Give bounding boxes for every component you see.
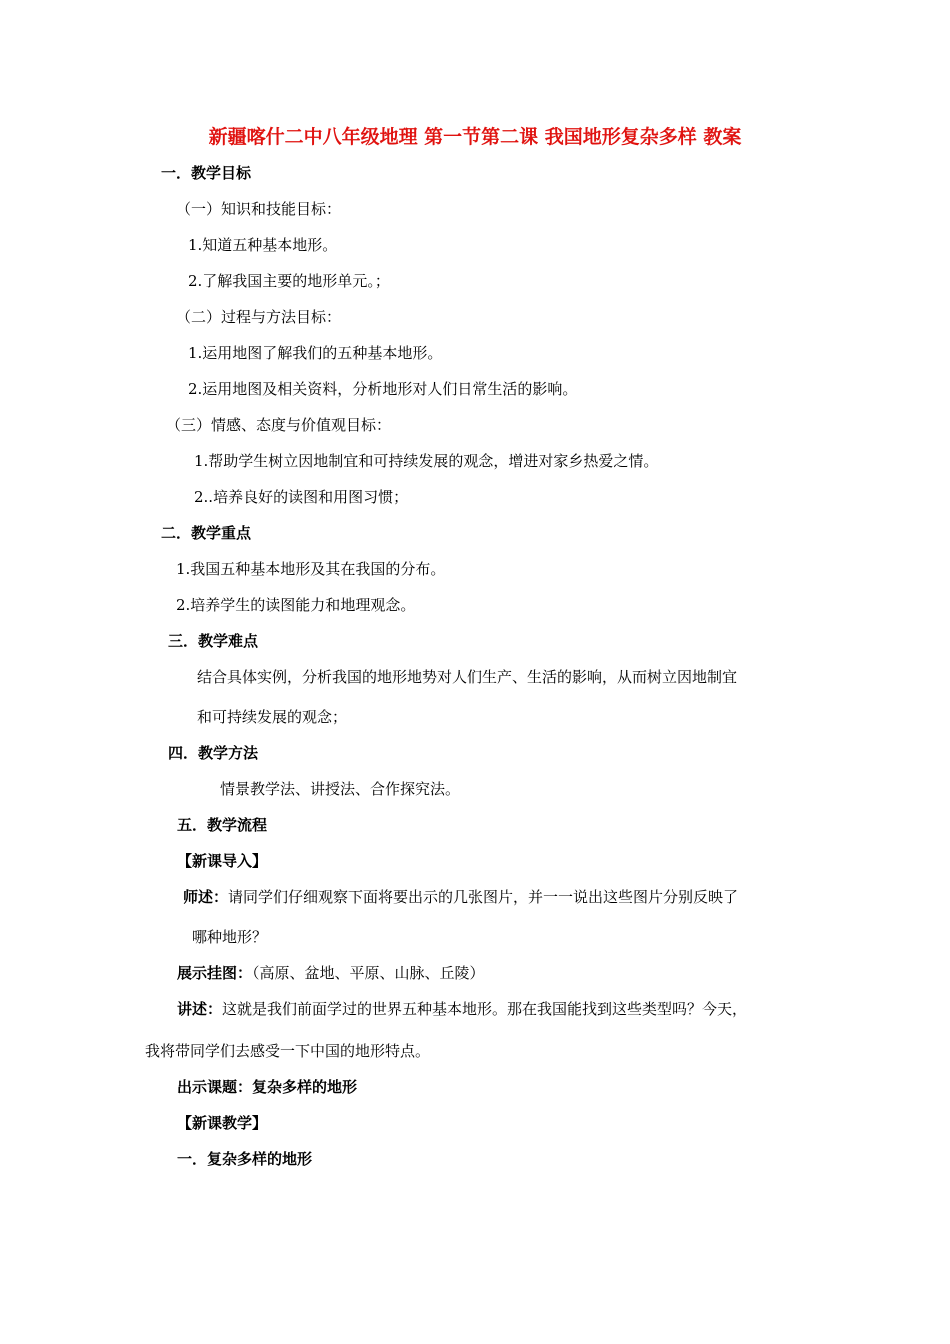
topic-statement — [177, 1077, 357, 1097]
subheading-process: （二）过程与方法目标： — [176, 308, 342, 326]
list-item: 1.帮助学生树立因地制宜和可持续发展的观念，增进对家乡热爱之情。 — [194, 452, 659, 470]
section-heading-difficulties: 三．教学难点 — [168, 632, 259, 650]
paragraph-line: 我将带同学们去感受一下中国的地形特点。 — [145, 1042, 431, 1060]
list-item: 2.运用地图及相关资料，分析地形对人们日常生活的影响。 — [188, 380, 578, 398]
list-item: 2..培养良好的读图和用图习惯； — [194, 488, 409, 506]
paragraph-line: 和可持续发展的观念； — [197, 708, 348, 726]
paragraph-line: 哪种地形？ — [192, 928, 268, 946]
subheading-teaching: 【新课教学】 — [177, 1114, 268, 1132]
show-label: 展示挂图： — [177, 964, 253, 982]
list-item: 2.了解我国主要的地形单元。； — [188, 272, 390, 290]
teacher-text: 请同学们仔细观察下面将要出示的几张图片，并一一说出这些图片分别反映了 — [228, 888, 739, 906]
list-item: 1.运用地图了解我们的五种基本地形。 — [188, 344, 443, 362]
section-heading-methods: 四．教学方法 — [168, 744, 259, 762]
topic-text: 复杂多样的地形 — [252, 1078, 358, 1096]
lecture-text: 这就是我们前面学过的世界五种基本地形。那在我国能找到这些类型吗？今天， — [222, 1000, 748, 1018]
subheading-intro: 【新课导入】 — [177, 852, 268, 870]
section-heading-objectives: 一．教学目标 — [161, 164, 252, 182]
lecture-label: 讲述： — [177, 1000, 223, 1018]
show-text: （高原、盆地、平原、山脉、丘陵） — [252, 964, 485, 982]
list-item: 1.知道五种基本地形。 — [188, 236, 338, 254]
subheading-knowledge: （一）知识和技能目标： — [176, 200, 342, 218]
show-chart-statement — [177, 963, 485, 983]
paragraph-line: 结合具体实例，分析我国的地形地势对人们生产、生活的影响，从而树立因地制宜 — [197, 668, 738, 686]
section-heading-key-points: 二．教学重点 — [161, 524, 252, 542]
section-heading-part1: 一．复杂多样的地形 — [177, 1150, 313, 1168]
document-title: 新疆喀什二中八年级地理 第一节第二课 我国地形复杂多样 教案 — [208, 126, 742, 148]
list-item: 2.培养学生的读图能力和地理观念。 — [176, 596, 416, 614]
list-item: 1.我国五种基本地形及其在我国的分布。 — [176, 560, 446, 578]
section-heading-process: 五．教学流程 — [177, 816, 268, 834]
subheading-attitude: （三）情感、态度与价值观目标： — [166, 416, 392, 434]
topic-label: 出示课题： — [177, 1078, 253, 1096]
teacher-statement — [183, 887, 738, 907]
teacher-label: 师述： — [183, 888, 229, 906]
lecture-statement — [177, 999, 747, 1019]
paragraph-line: 情景教学法、讲授法、合作探究法。 — [220, 780, 461, 798]
